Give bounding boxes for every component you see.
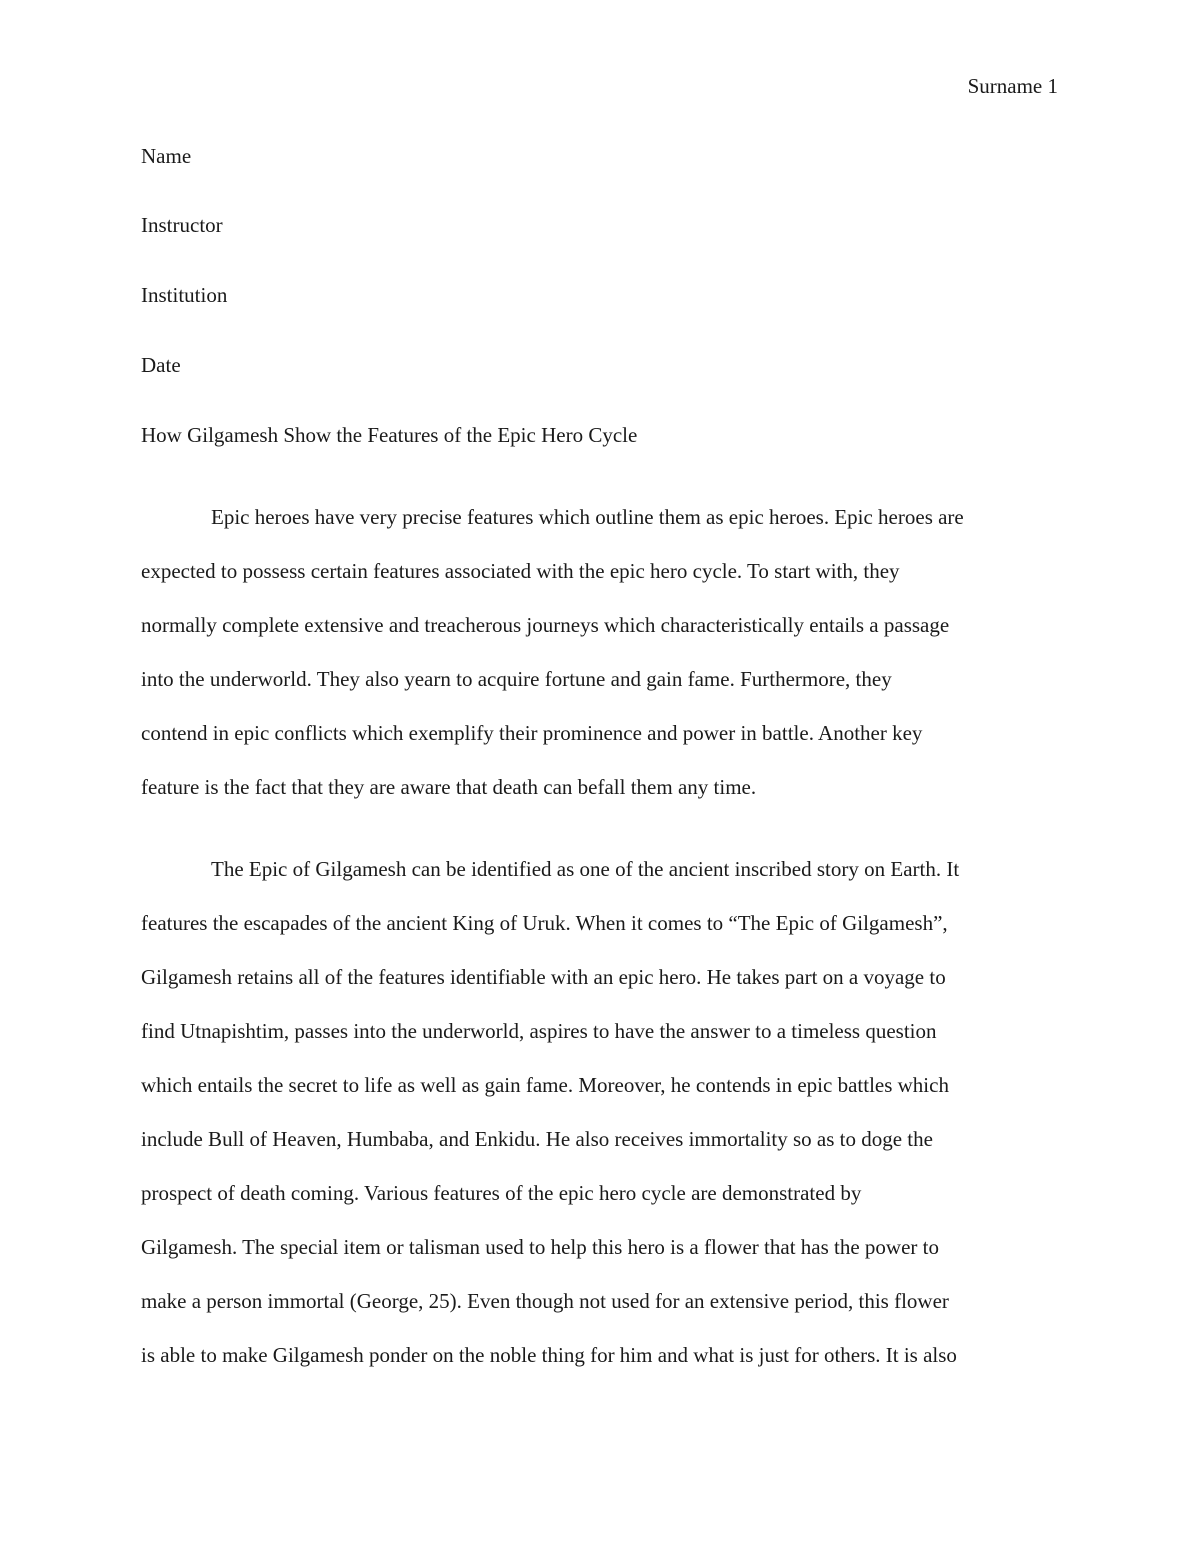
paragraph-line: feature is the fact that they are aware that death can befall them any time. xyxy=(141,775,757,799)
running-head: Surname 1 xyxy=(967,74,1058,98)
instructor-name: Instructor xyxy=(141,213,223,237)
paragraph-line: Gilgamesh retains all of the features identifiable with an epic hero. He takes part on a voyage to xyxy=(141,965,946,989)
date: Date xyxy=(141,353,181,377)
paragraph-line: is able to make Gilgamesh ponder on the noble thing for him and what is just for others. It is also xyxy=(141,1343,957,1367)
paragraph-line: The Epic of Gilgamesh can be identified as one of the ancient inscribed story on Earth. It xyxy=(211,857,960,881)
paragraph-line: include Bull of Heaven, Humbaba, and Enkidu. He also receives immortality so as to doge the xyxy=(141,1127,933,1151)
paragraph-line: Epic heroes have very precise features which outline them as epic heroes. Epic heroes are xyxy=(211,505,964,529)
paragraph-line: which entails the secret to life as well as gain fame. Moreover, he contends in epic battles which xyxy=(141,1073,949,1097)
paragraph-line: features the escapades of the ancient King of Uruk. When it comes to “The Epic of Gilgamesh”, xyxy=(141,911,948,935)
institution-name: Institution xyxy=(141,283,228,307)
paragraph-line: into the underworld. They also yearn to acquire fortune and gain fame. Furthermore, they xyxy=(141,667,892,691)
paragraph-line: make a person immortal (George, 25). Even though not used for an extensive period, this flower xyxy=(141,1289,949,1313)
essay-title: How Gilgamesh Show the Features of the Epic Hero Cycle xyxy=(141,423,638,447)
paragraph-line: contend in epic conflicts which exemplify their prominence and power in battle. Another key xyxy=(141,721,923,745)
paragraph-line: normally complete extensive and treacherous journeys which characteristically entails a passage xyxy=(141,613,950,637)
paragraph-line: expected to possess certain features associated with the epic hero cycle. To start with, they xyxy=(141,559,900,583)
paragraph-line: Gilgamesh. The special item or talisman used to help this hero is a flower that has the power to xyxy=(141,1235,939,1259)
paragraph-line: prospect of death coming. Various features of the epic hero cycle are demonstrated by xyxy=(141,1181,862,1205)
student-name: Name xyxy=(141,144,192,168)
paragraph-line: find Utnapishtim, passes into the underworld, aspires to have the answer to a timeless question xyxy=(141,1019,937,1043)
